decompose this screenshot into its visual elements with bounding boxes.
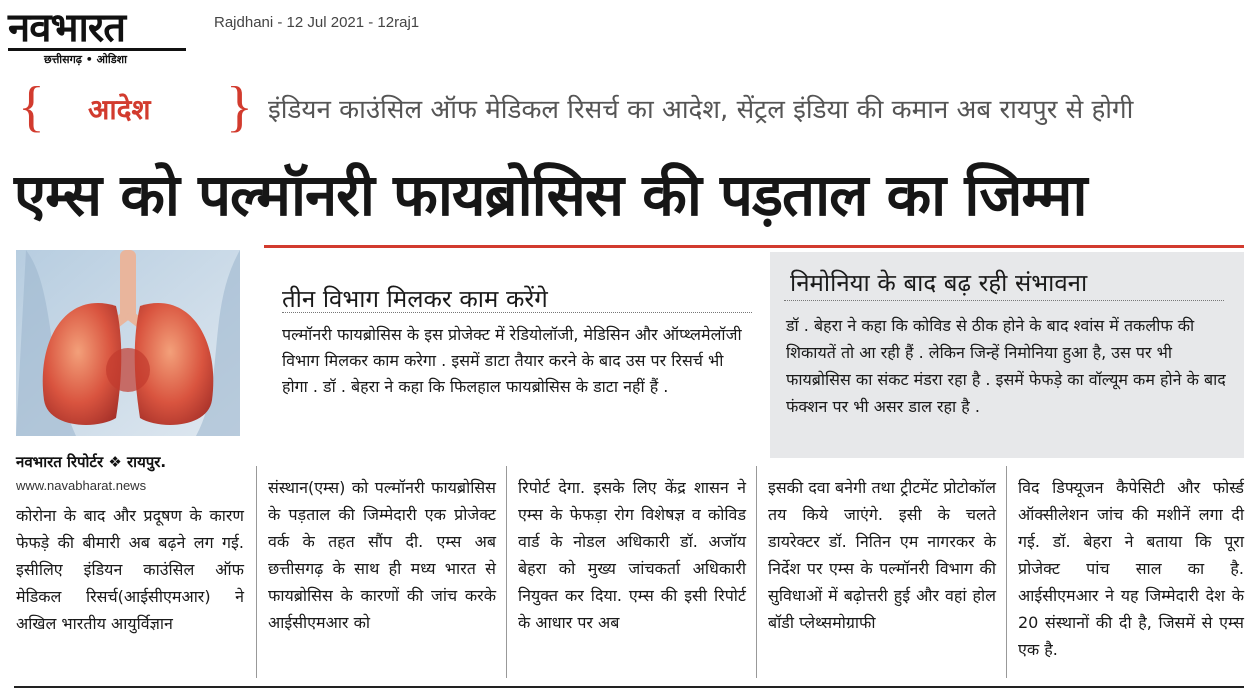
- dateline-city: रायपुर.: [127, 453, 167, 471]
- article-column-3: रिपोर्ट देगा. इसके लिए केंद्र शासन ने एम्स के फेफड़ा रोग विशेषज्ञ व कोविड वार्ड के नोडल अधिकारी डॉ. अजॉय बेहरा को मुख्य जांचकर्ता अधिकारी नियुक्त कर दिया. एम्स की इसी रिपोर्ट के आधार पर अब: [518, 478, 746, 632]
- box2-underline: [784, 300, 1224, 302]
- kicker-label: आदेश: [88, 93, 151, 126]
- newspaper-logo: [8, 5, 196, 66]
- lungs-illustration: [16, 250, 240, 436]
- column-separator: [506, 466, 507, 678]
- kicker-line: [14, 78, 1244, 136]
- article-column-1: कोरोना के बाद और प्रदूषण के कारण फेफड़े की बीमारी अब बढ़ने लग गई. इसीलिए इंडियन काउंसिल ऑफ मेडिकल रिसर्च(आईसीएमआर) ने अखिल भारतीय आयुर्विज्ञान: [16, 506, 244, 633]
- edition-line: Rajdhani - 12 Jul 2021 - 12raj1: [214, 14, 420, 31]
- box1-body: पल्मॉनरी फायब्रोसिस के इस प्रोजेक्ट में रेडियोलॉजी, मेडिसिन और ऑप्थ्लमेलॉजी विभाग मिलकर काम करेगा . इसमें डाटा तैयार करने के बाद उस पर रिसर्च भी होगा . डॉ . बेहरा ने कहा कि फिलहाल फायब्रोसिस के डाटा नहीं हैं .: [282, 325, 742, 396]
- logo-regions: छत्तीसगढ़ • ओडिशा: [44, 53, 127, 66]
- lungs-illustration-icon: [16, 250, 240, 436]
- logo-brand: नवभारत: [8, 5, 126, 51]
- kicker-brace-open: {: [18, 76, 45, 138]
- box1-title: तीन विभाग मिलकर काम करेंगे: [282, 285, 548, 313]
- article-column-2: संस्थान(एम्स) को पल्मॉनरी फायब्रोसिस के पड़ताल की जिम्मेदारी एक प्रोजेक्ट वर्क के तहत सौंप दी. एम्स अब छत्तीसगढ़ के साथ ही मध्य भारत से फायब्रोसिस के कारणों की जांच करके आईसीएमआर को: [268, 478, 496, 632]
- column-separator: [756, 466, 757, 678]
- reporter-name: नवभारत रिपोर्टर: [16, 453, 104, 471]
- box2-body: डॉ . बेहरा ने कहा कि कोविड से ठीक होने के बाद श्वांस में तकलीफ की शिकायतें तो आ रही हैं . लेकिन जिन्हें निमोनिया हुआ है, उस पर भी फायब्रोसिस का संकट मंडरा रहा है . इसमें फेफड़े का वॉल्यूम कम होने के बाद फंक्शन पर भी असर डाल रहा है .: [786, 316, 1226, 416]
- website: www.navabharat.news: [16, 478, 147, 493]
- box2-title: निमोनिया के बाद बढ़ रही संभावना: [790, 269, 1088, 297]
- column-separator: [256, 466, 257, 678]
- bottom-rule: [14, 686, 1244, 688]
- red-rule: [264, 245, 1244, 248]
- box1-underline: [282, 312, 752, 314]
- article-column-5: विद डिफ्यूजन कैपेसिटी और फोर्स्ड ऑक्सीलेशन जांच की मशीनें लगा दी गई. डॉ. बेहरा ने बताया कि पूरा प्रोजेक्ट पांच साल का है. आईसीएमआर ने यह जिम्मेदारी देश के 20 संस्थानों की दी है, जिसमें से एम्स एक है.: [1018, 478, 1244, 659]
- byline: [16, 452, 246, 472]
- column-separator: [1006, 466, 1007, 678]
- kicker-brace-close: }: [226, 76, 253, 138]
- headline: एम्स को पल्मॉनरी फायब्रोसिस की पड़ताल का जिम्मा: [14, 161, 1087, 229]
- article-column-4: इसकी दवा बनेगी तथा ट्रीटमेंट प्रोटोकॉल तय किये जाएंगे. इसी के चलते डायरेक्टर डॉ. नितिन एम नागरकर के निर्देश पर एम्स के पल्मॉनरी विभाग की सुविधाओं में बढ़ोत्तरी हुई और वहां होल बॉडी प्लेथ्समोग्राफी: [768, 478, 996, 632]
- kicker-text: इंडियन काउंसिल ऑफ मेडिकल रिसर्च का आदेश, सेंट्रल इंडिया की कमान अब रायपुर से होगी: [268, 95, 1134, 125]
- byline-separator: ❖: [108, 453, 122, 471]
